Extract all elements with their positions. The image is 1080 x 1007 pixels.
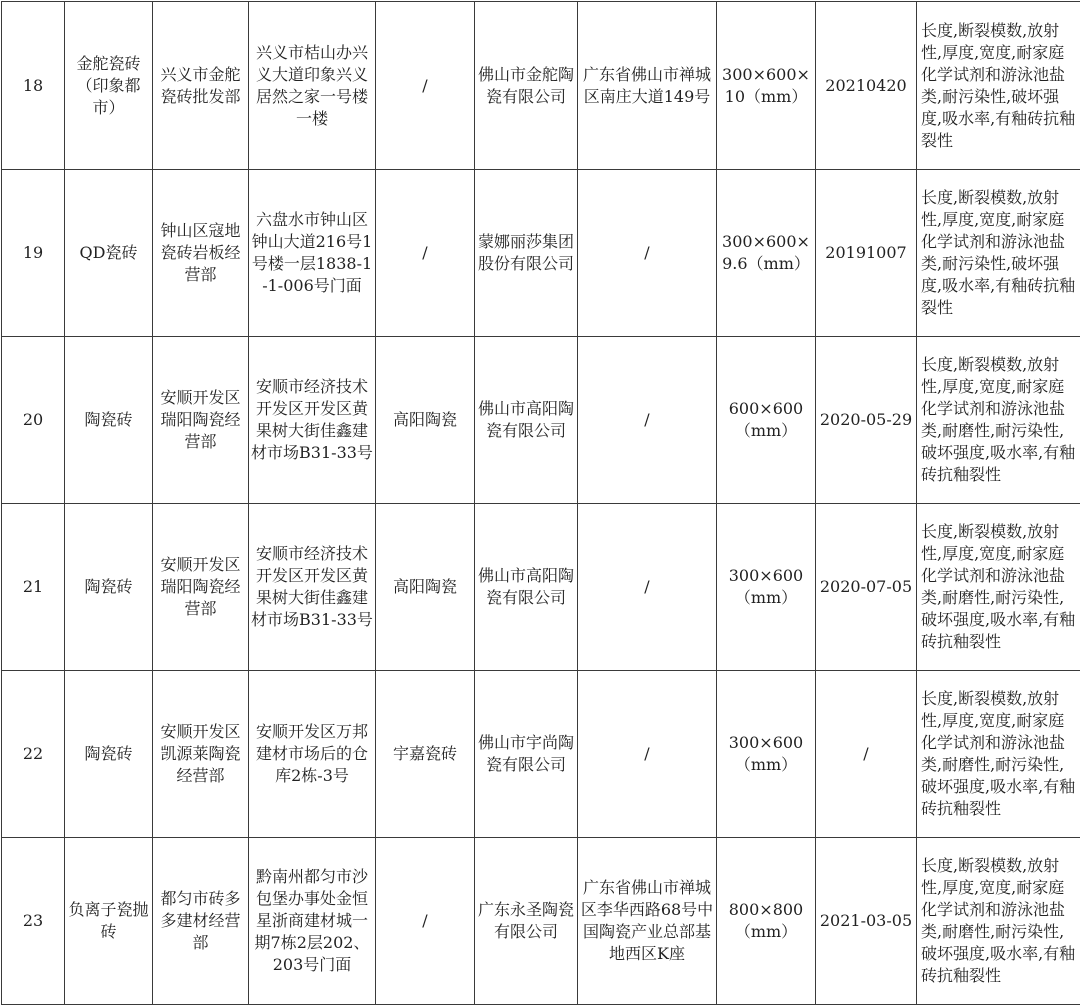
test-items: 长度,断裂模数,放射性,厚度,宽度,耐家庭化学试剂和游泳池盐类,耐污染性,破坏强度,吸水率,有釉砖抗釉裂性: [917, 170, 1080, 337]
serial-number: 23: [2, 838, 65, 1005]
specification: 300×600×9.6（mm）: [717, 170, 816, 337]
sampled-unit: 安顺开发区瑞阳陶瓷经营部: [153, 504, 249, 671]
sampled-unit-address: 六盘水市钟山区钟山大道216号1号楼一层1838-1-1-006号门面: [249, 170, 376, 337]
test-items: 长度,断裂模数,放射性,厚度,宽度,耐家庭化学试剂和游泳池盐类,耐磨性,耐污染性,破坏强度,吸水率,有釉砖抗釉裂性: [917, 671, 1080, 838]
table-row: [2, 504, 1080, 671]
product-name: 金舵瓷砖（印象都市）: [65, 2, 153, 170]
brand: /: [376, 838, 475, 1005]
table-row: [2, 170, 1080, 337]
product-name: 陶瓷砖: [65, 504, 153, 671]
manufacturer: 佛山市高阳陶瓷有限公司: [475, 504, 578, 671]
table-row: [2, 337, 1080, 504]
manufacturer-address: /: [578, 671, 717, 838]
test-items: 长度,断裂模数,放射性,厚度,宽度,耐家庭化学试剂和游泳池盐类,耐磨性,耐污染性,破坏强度,吸水率,有釉砖抗釉裂性: [917, 337, 1080, 504]
specification: 800×800（mm）: [717, 838, 816, 1005]
manufacturer: 蒙娜丽莎集团股份有限公司: [475, 170, 578, 337]
manufacturer-address: 广东省佛山市禅城区南庄大道149号: [578, 2, 717, 170]
production-date: /: [816, 671, 917, 838]
sampled-unit: 安顺开发区瑞阳陶瓷经营部: [153, 337, 249, 504]
sampled-unit-address: 安顺市经济技术开发区开发区黄果树大街佳鑫建材市场B31-33号: [249, 337, 376, 504]
production-date: 2021-03-05: [816, 838, 917, 1005]
serial-number: 20: [2, 337, 65, 504]
brand: /: [376, 170, 475, 337]
serial-number: 18: [2, 2, 65, 170]
product-name: QD瓷砖: [65, 170, 153, 337]
production-date: 20191007: [816, 170, 917, 337]
sampled-unit: 兴义市金舵瓷砖批发部: [153, 2, 249, 170]
specification: 300×600×10（mm）: [717, 2, 816, 170]
test-items: 长度,断裂模数,放射性,厚度,宽度,耐家庭化学试剂和游泳池盐类,耐污染性,破坏强度,吸水率,有釉砖抗釉裂性: [917, 2, 1080, 170]
specification: 300×600（mm）: [717, 671, 816, 838]
brand: 宇嘉瓷砖: [376, 671, 475, 838]
production-date: 20210420: [816, 2, 917, 170]
manufacturer: 佛山市高阳陶瓷有限公司: [475, 337, 578, 504]
brand: 高阳陶瓷: [376, 504, 475, 671]
table-row: [2, 838, 1080, 1005]
manufacturer-address: /: [578, 337, 717, 504]
sampled-unit-address: 兴义市桔山办兴义大道印象兴义居然之家一号楼一楼: [249, 2, 376, 170]
serial-number: 19: [2, 170, 65, 337]
product-name: 陶瓷砖: [65, 671, 153, 838]
table-row: [2, 2, 1080, 170]
sampled-unit-address: 安顺市经济技术开发区开发区黄果树大街佳鑫建材市场B31-33号: [249, 504, 376, 671]
specification: 300×600（mm）: [717, 504, 816, 671]
brand: /: [376, 2, 475, 170]
table-row: [2, 671, 1080, 838]
sampled-unit-address: 安顺开发区万邦建材市场后的仓库2栋-3号: [249, 671, 376, 838]
manufacturer: 广东永圣陶瓷有限公司: [475, 838, 578, 1005]
test-items: 长度,断裂模数,放射性,厚度,宽度,耐家庭化学试剂和游泳池盐类,耐磨性,耐污染性,破坏强度,吸水率,有釉砖抗釉裂性: [917, 504, 1080, 671]
specification: 600×600（mm）: [717, 337, 816, 504]
production-date: 2020-07-05: [816, 504, 917, 671]
manufacturer-address: /: [578, 504, 717, 671]
manufacturer-address: /: [578, 170, 717, 337]
sampled-unit: 都匀市砖多多建材经营部: [153, 838, 249, 1005]
brand: 高阳陶瓷: [376, 337, 475, 504]
sampling-results-table: [1, 1, 1080, 1005]
manufacturer: 佛山市金舵陶瓷有限公司: [475, 2, 578, 170]
product-name: 陶瓷砖: [65, 337, 153, 504]
sampled-unit: 钟山区寇地瓷砖岩板经营部: [153, 170, 249, 337]
sampled-unit: 安顺开发区凯源莱陶瓷经营部: [153, 671, 249, 838]
test-items: 长度,断裂模数,放射性,厚度,宽度,耐家庭化学试剂和游泳池盐类,耐磨性,耐污染性,破坏强度,吸水率,有釉砖抗釉裂性: [917, 838, 1080, 1005]
sampled-unit-address: 黔南州都匀市沙包堡办事处金恒星浙商建材城一期7栋2层202、203号门面: [249, 838, 376, 1005]
manufacturer-address: 广东省佛山市禅城区李华西路68号中国陶瓷产业总部基地西区K座: [578, 838, 717, 1005]
production-date: 2020-05-29: [816, 337, 917, 504]
product-name: 负离子瓷抛砖: [65, 838, 153, 1005]
manufacturer: 佛山市宇尚陶瓷有限公司: [475, 671, 578, 838]
serial-number: 22: [2, 671, 65, 838]
serial-number: 21: [2, 504, 65, 671]
